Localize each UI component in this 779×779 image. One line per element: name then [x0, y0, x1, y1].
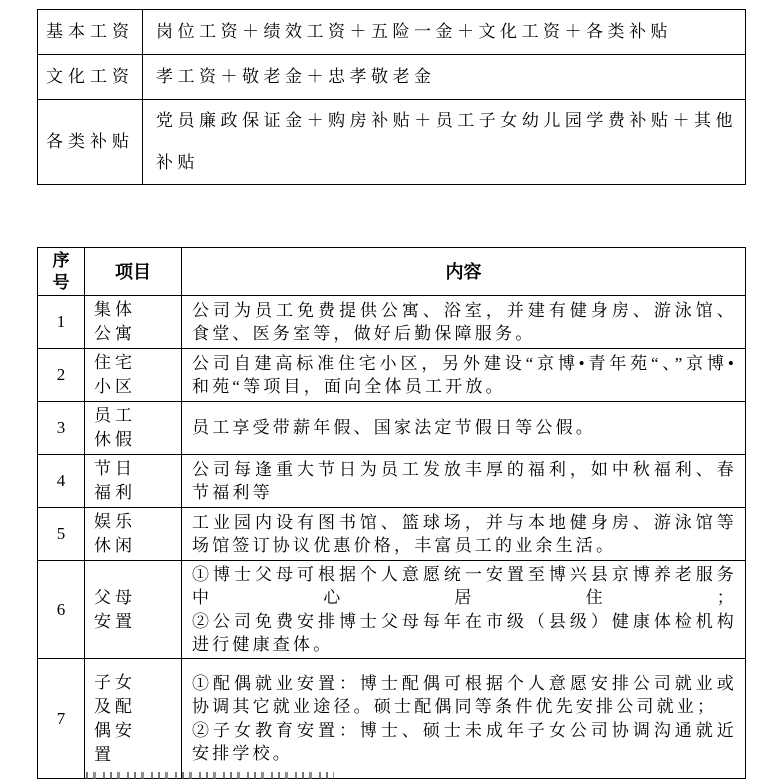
salary-label-cell: 文化工资	[38, 55, 143, 100]
salary-label-cell: 基本工资	[38, 10, 143, 55]
item-line: 父母	[94, 587, 136, 607]
header-item: 项目	[85, 248, 182, 296]
row-content-cell	[182, 296, 746, 349]
row-item-cell	[85, 561, 182, 659]
row-serial-cell: 3	[38, 402, 85, 455]
row-item-cell	[85, 349, 182, 402]
row-content-cell	[182, 349, 746, 402]
item-line: 住宅	[94, 353, 136, 372]
salary-composition-table	[37, 9, 746, 185]
row-item-cell	[85, 402, 182, 455]
benefits-row	[38, 296, 746, 349]
salary-row	[38, 55, 746, 100]
benefits-table-head	[38, 248, 746, 296]
item-line: 及配	[94, 696, 136, 716]
row-item-cell	[85, 455, 182, 508]
salary-row	[38, 10, 746, 55]
salary-label-cell: 各类补贴	[38, 100, 143, 185]
row-content-cell	[182, 508, 746, 561]
item-line: 娱乐	[94, 512, 136, 531]
item-line: 子女	[94, 672, 136, 692]
item-line: 集体	[94, 300, 136, 319]
benefits-table	[37, 247, 746, 779]
benefits-row	[38, 402, 746, 455]
header-content: 内容	[182, 248, 746, 296]
row-serial-cell: 7	[38, 659, 85, 779]
content-paragraph: 工业园内设有图书馆、篮球场，并与本地健身房、游泳馆等场馆签订协议优惠价格，丰富员工的业余生活。	[192, 512, 737, 555]
item-line: 安置	[94, 611, 136, 631]
benefits-row	[38, 455, 746, 508]
clipped-text-fragments	[86, 772, 334, 779]
row-serial-cell: 4	[38, 455, 85, 508]
content-paragraph: ①配偶就业安置：博士配偶可根据个人意愿安排公司就业或协调其它就业途径。硕士配偶同等条件优先安排公司就业；	[192, 673, 737, 716]
row-serial-cell: 5	[38, 508, 85, 561]
row-item-cell	[85, 659, 182, 779]
header-serial-line: 号	[52, 272, 70, 292]
benefits-header-row	[38, 248, 746, 296]
salary-content-cell: 党员廉政保证金＋购房补贴＋员工子女幼儿园学费补贴＋其他补贴	[143, 100, 746, 185]
benefits-row	[38, 561, 746, 659]
content-paragraph: 公司为员工免费提供公寓、浴室，并建有健身房、游泳馆、食堂、医务室等，做好后勤保障服务。	[192, 300, 737, 343]
benefits-row	[38, 508, 746, 561]
item-line: 节日	[94, 459, 136, 478]
content-paragraph: 公司每逢重大节日为员工发放丰厚的福利，如中秋福利、春节福利等	[192, 459, 737, 502]
salary-content-cell: 孝工资＋敬老金＋忠孝敬老金	[143, 55, 746, 100]
item-line: 休闲	[94, 536, 136, 555]
row-content-cell	[182, 455, 746, 508]
item-line: 小区	[94, 377, 136, 396]
row-content-cell	[182, 402, 746, 455]
item-line: 公寓	[94, 324, 136, 343]
benefits-row	[38, 659, 746, 779]
header-serial-line: 序	[52, 250, 70, 270]
benefits-row	[38, 349, 746, 402]
row-serial-cell: 2	[38, 349, 85, 402]
content-paragraph: 员工享受带薪年假、国家法定节假日等公假。	[192, 418, 596, 438]
content-paragraph: 公司自建高标准住宅小区，另外建设“京博•青年苑“、”京博•和苑“等项目，面向全体员工开放。	[192, 353, 737, 396]
row-item-cell	[85, 508, 182, 561]
header-serial-number	[38, 248, 85, 296]
row-content-cell	[182, 561, 746, 659]
content-paragraph: ②公司免费安排博士父母每年在市级（县级）健康体检机构进行健康查体。	[192, 611, 737, 654]
salary-content-cell: 岗位工资＋绩效工资＋五险一金＋文化工资＋各类补贴	[143, 10, 746, 55]
content-paragraph: ①博士父母可根据个人意愿统一安置至博兴县京博养老服务中心居住；	[192, 564, 737, 607]
row-serial-cell: 1	[38, 296, 85, 349]
item-line: 休假	[94, 430, 136, 449]
row-item-cell	[85, 296, 182, 349]
item-line: 员工	[94, 406, 136, 425]
row-content-cell	[182, 659, 746, 779]
salary-row	[38, 100, 746, 185]
benefits-table-body	[38, 296, 746, 779]
item-line: 置	[94, 744, 115, 764]
item-line: 福利	[94, 483, 136, 502]
salary-table-body	[38, 10, 746, 185]
content-paragraph: ②子女教育安置：博士、硕士未成年子女公司协调沟通就近安排学校。	[192, 720, 737, 763]
row-serial-cell: 6	[38, 561, 85, 659]
item-line: 偶安	[94, 720, 136, 740]
